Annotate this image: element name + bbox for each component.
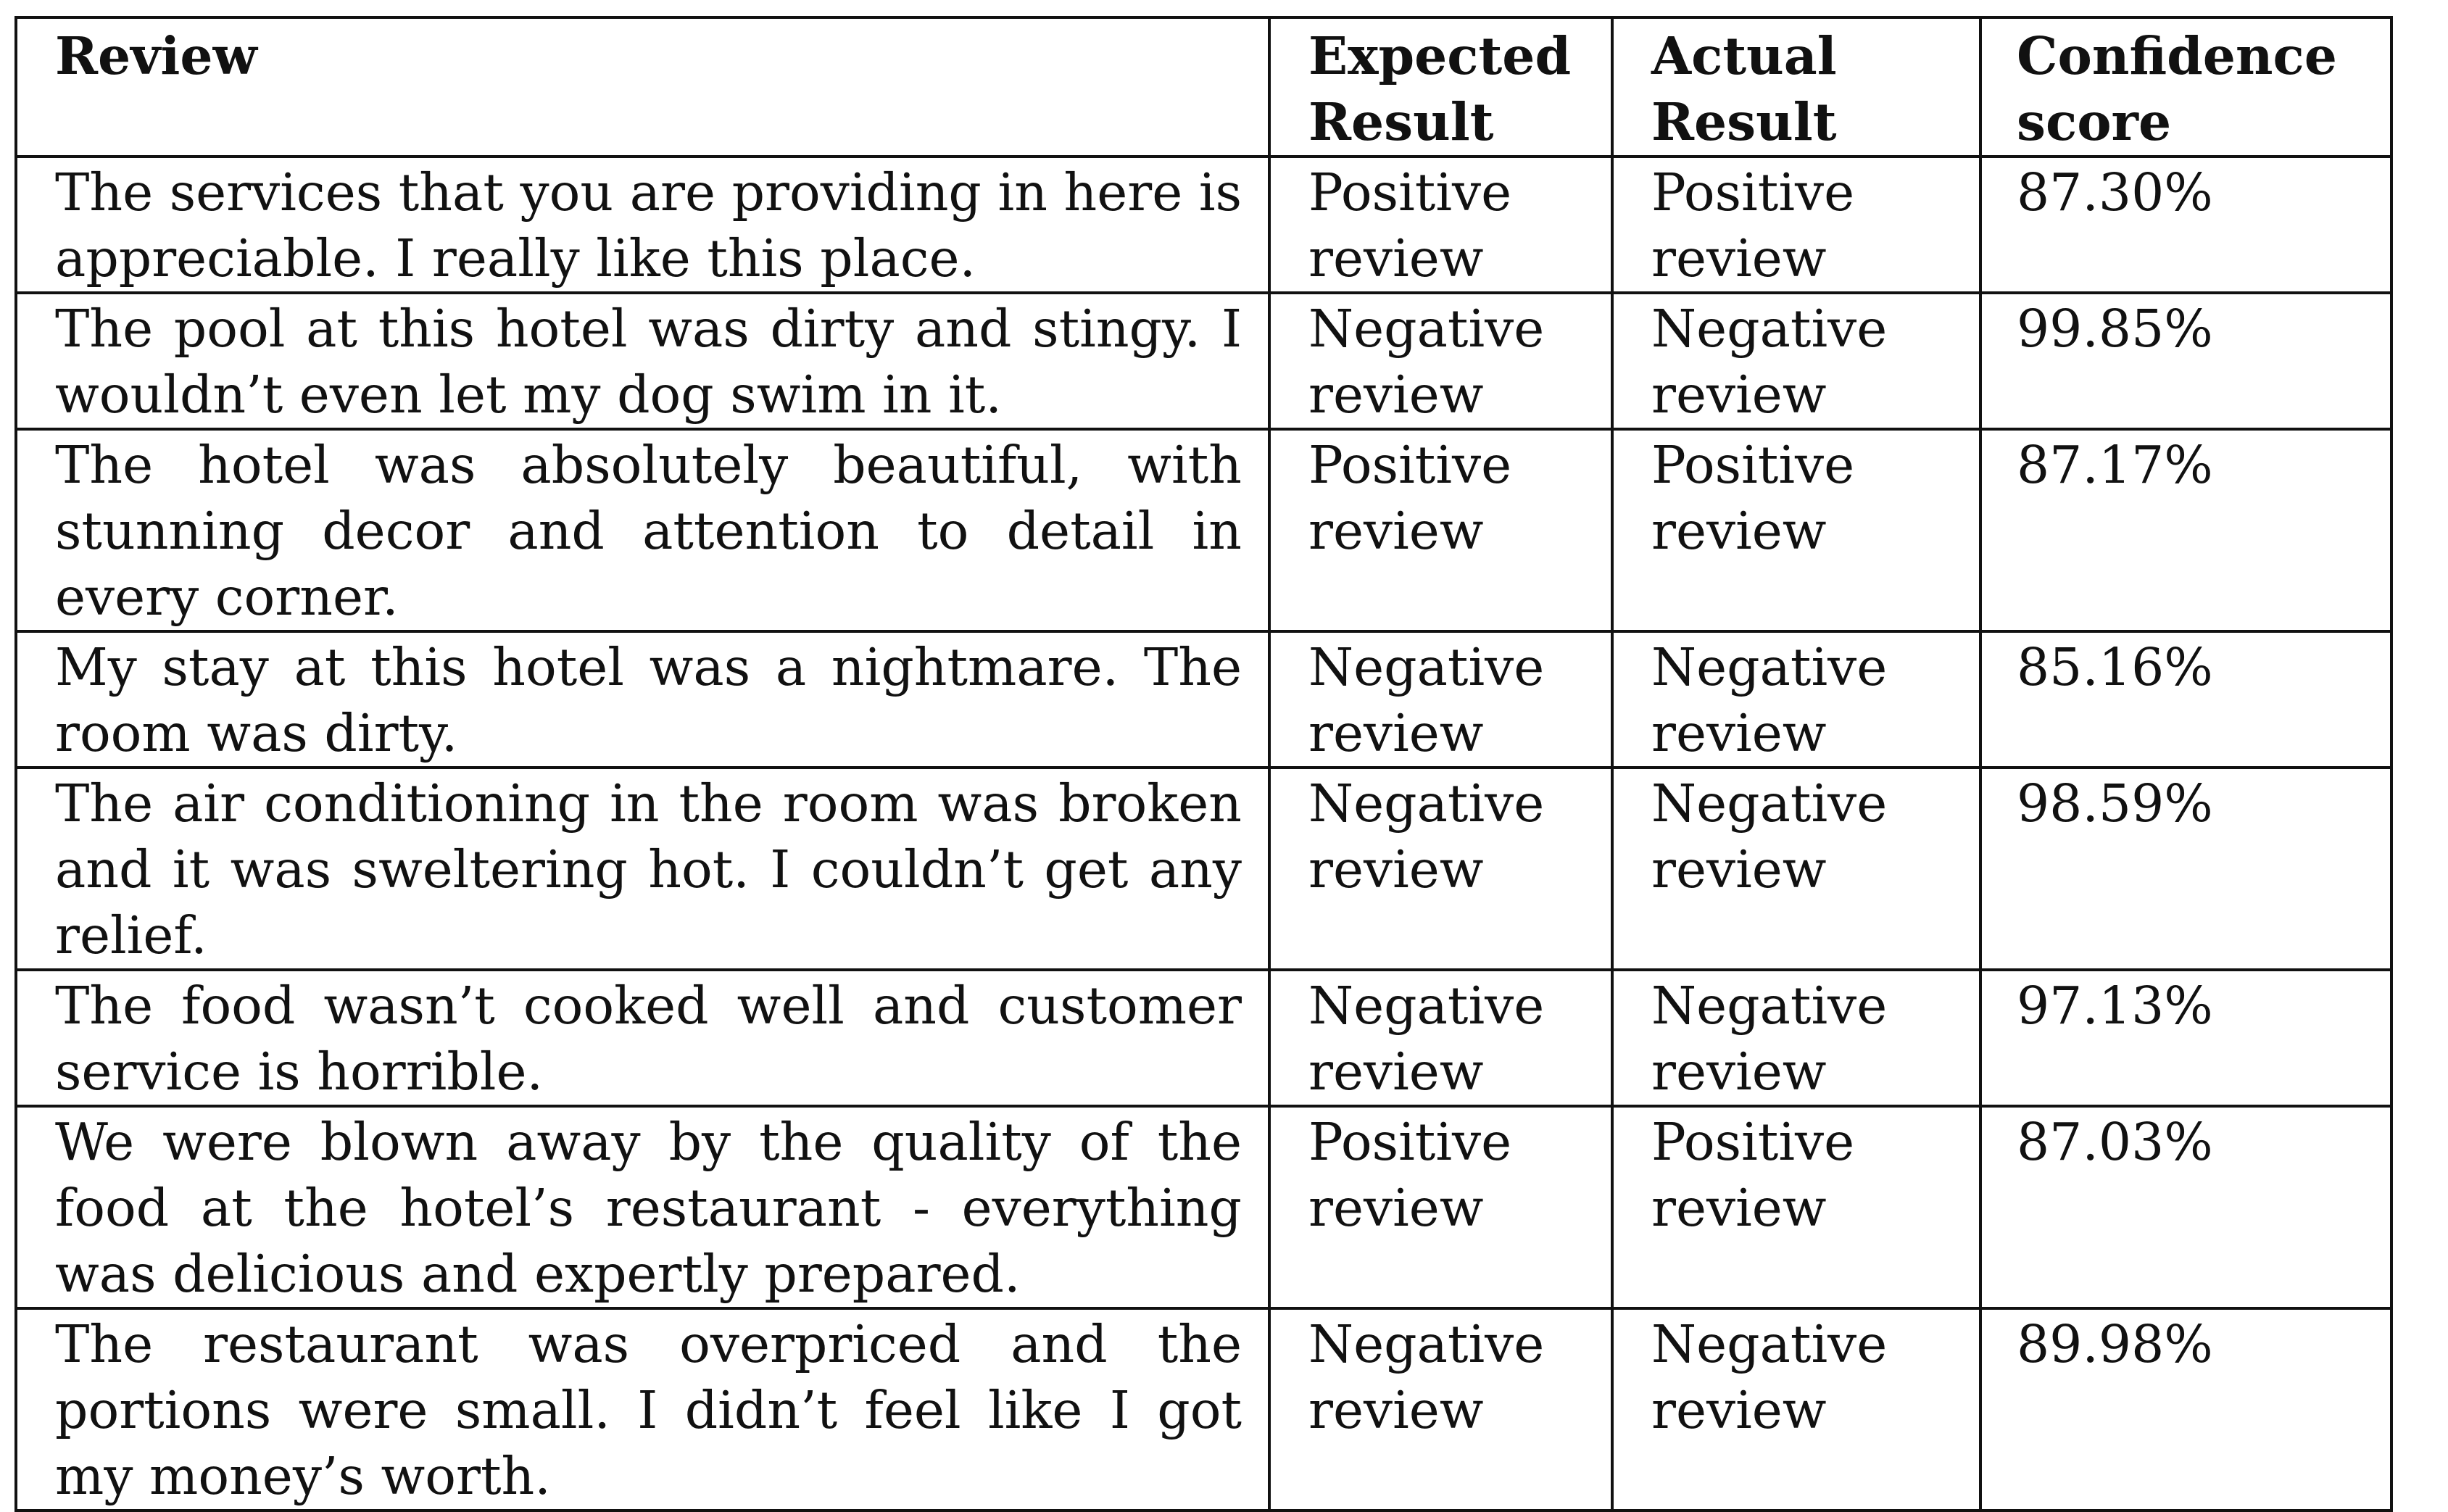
table-row [16, 157, 2391, 293]
column-header-confidence-score: Confidence score [1980, 17, 2391, 157]
table-row [16, 631, 2391, 768]
expected-result-cell: Negative review [1269, 970, 1612, 1106]
table-row [16, 970, 2391, 1106]
column-header-actual-result: Actual Result [1612, 17, 1980, 157]
actual-result-cell: Positive review [1612, 157, 1980, 293]
review-text-cell: The air conditioning in the room was broken and it was sweltering hot. I couldn’t get any relief. [16, 768, 1269, 970]
confidence-score-cell: 87.30% [1980, 157, 2391, 293]
actual-result-cell: Negative review [1612, 293, 1980, 429]
review-text-cell: The restaurant was overpriced and the portions were small. I didn’t feel like I got my money’s worth. [16, 1308, 1269, 1511]
table-row [16, 293, 2391, 429]
table-row [16, 1106, 2391, 1308]
review-text-cell: The services that you are providing in here is appreciable. I really like this place. [16, 157, 1269, 293]
actual-result-cell: Positive review [1612, 429, 1980, 631]
column-header-review: Review [16, 17, 1269, 157]
column-header-expected-result: Expected Result [1269, 17, 1612, 157]
expected-result-cell: Negative review [1269, 1308, 1612, 1511]
expected-result-cell: Positive review [1269, 1106, 1612, 1308]
confidence-score-cell: 97.13% [1980, 970, 2391, 1106]
review-text-cell: My stay at this hotel was a nightmare. The room was dirty. [16, 631, 1269, 768]
sentiment-results-table [14, 16, 2393, 1512]
expected-result-cell: Positive review [1269, 157, 1612, 293]
expected-result-cell: Negative review [1269, 293, 1612, 429]
review-text-cell: The hotel was absolutely beautiful, with stunning decor and attention to detail in every corner. [16, 429, 1269, 631]
table-row [16, 1308, 2391, 1511]
actual-result-cell: Positive review [1612, 1106, 1980, 1308]
actual-result-cell: Negative review [1612, 768, 1980, 970]
expected-result-cell: Negative review [1269, 631, 1612, 768]
review-text-cell: We were blown away by the quality of the food at the hotel’s restaurant - everything was delicious and expertly prepared. [16, 1106, 1269, 1308]
review-text-cell: The pool at this hotel was dirty and stingy. I wouldn’t even let my dog swim in it. [16, 293, 1269, 429]
expected-result-cell: Negative review [1269, 768, 1612, 970]
confidence-score-cell: 85.16% [1980, 631, 2391, 768]
review-text-cell: The food wasn’t cooked well and customer service is horrible. [16, 970, 1269, 1106]
actual-result-cell: Negative review [1612, 970, 1980, 1106]
confidence-score-cell: 89.98% [1980, 1308, 2391, 1511]
actual-result-cell: Negative review [1612, 631, 1980, 768]
confidence-score-cell: 87.17% [1980, 429, 2391, 631]
expected-result-cell: Positive review [1269, 429, 1612, 631]
confidence-score-cell: 87.03% [1980, 1106, 2391, 1308]
confidence-score-cell: 98.59% [1980, 768, 2391, 970]
actual-result-cell: Negative review [1612, 1308, 1980, 1511]
table-row [16, 768, 2391, 970]
confidence-score-cell: 99.85% [1980, 293, 2391, 429]
table-header-row [16, 17, 2391, 157]
table-row [16, 429, 2391, 631]
